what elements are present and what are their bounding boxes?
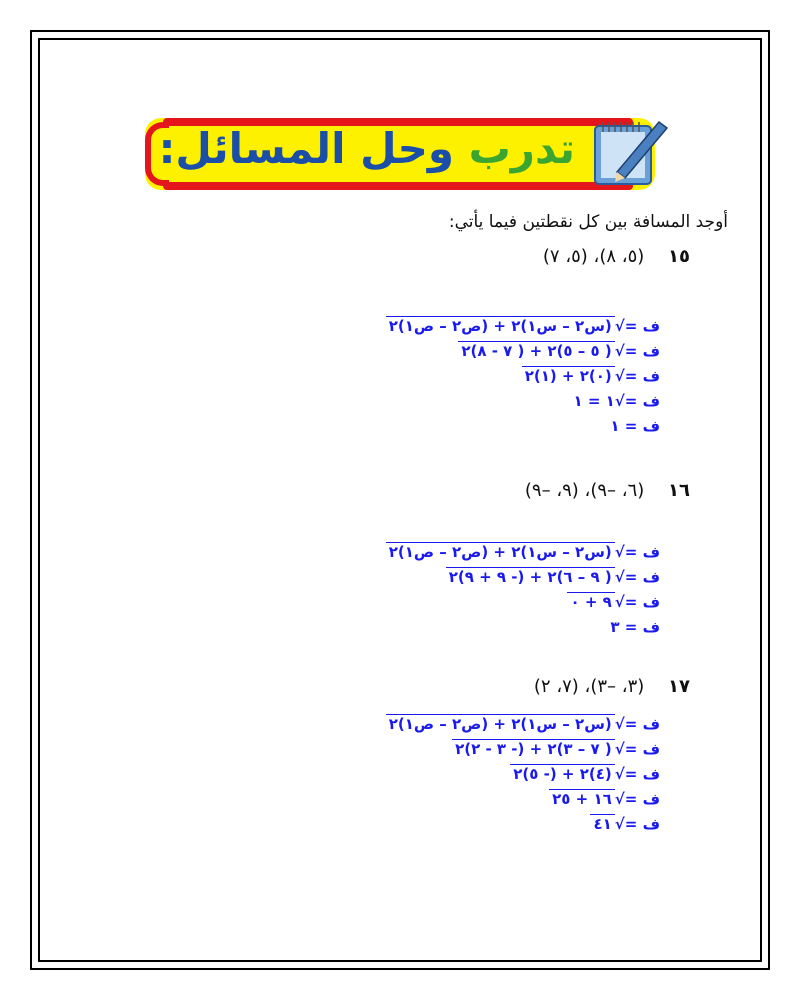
solution-line: ف =√٤١: [382, 812, 660, 837]
solution-line: ف =√٩ + ٠: [382, 590, 660, 615]
solution-line: ف =√(٤)٢ + (- ٥)٢: [382, 762, 660, 787]
banner-title-blue: وحل المسائل:: [158, 124, 454, 173]
problem-number: ١٥: [668, 246, 690, 267]
problem-number: ١٦: [668, 480, 690, 501]
line-expression: ٣: [610, 618, 620, 636]
line-label: ف =: [624, 367, 660, 385]
solution-line: ف =√(٠)٢ + (١)٢: [382, 364, 660, 389]
solution-line: ف =√(س٢ – س١)٢ + (ص٢ – ص١)٢: [382, 712, 660, 737]
problem-points: (٦، –٩)، (٩، –٩): [524, 480, 645, 501]
solution-17: [382, 712, 660, 837]
banner-title-green: تدرب: [468, 124, 575, 173]
line-label: ف =: [624, 568, 660, 586]
banner-title: [159, 124, 575, 173]
notebook-pencil-icon: [587, 112, 673, 192]
line-expression: (س٢ – س١)٢ + (ص٢ – ص١)٢: [386, 542, 615, 561]
line-expression: ( ٩ – ٦)٢ + (- ٩ + ٩)٢: [446, 567, 615, 586]
line-label: ف =: [624, 317, 660, 335]
line-label: ف =: [624, 543, 660, 561]
line-label: ف =: [624, 815, 660, 833]
problem-points: (٥، ٨)، (٥، ٧): [542, 246, 645, 267]
line-label: ف =: [624, 417, 660, 435]
problem-15: [543, 246, 690, 267]
line-expression: (٤)٢ + (- ٥)٢: [510, 764, 615, 783]
section-banner: [145, 118, 655, 190]
line-expression: ٤١: [590, 814, 614, 833]
line-expression: ١٦ + ٢٥: [549, 789, 615, 808]
line-expression: ٩ + ٠: [567, 592, 614, 611]
problem-number: ١٧: [668, 676, 690, 697]
line-expression: ( ٧ – ٣)٢ + (- ٣ - ٢)٢: [452, 739, 615, 758]
line-label: ف =: [624, 593, 660, 611]
line-expression: ١ = ١: [573, 392, 615, 410]
line-label: ف =: [624, 715, 660, 733]
problem-17: [534, 676, 690, 697]
solution-line: ف =√(س٢ – س١)٢ + (ص٢ – ص١)٢: [382, 314, 660, 339]
banner-border-bottom: [163, 182, 633, 190]
line-label: ف =: [624, 342, 660, 360]
line-expression: ( ٥ – ٥)٢ + ( ٧ - ٨)٢: [458, 341, 614, 360]
instruction-text: أوجد المسافة بين كل نقطتين فيما يأتي:: [448, 212, 728, 232]
solution-16: [382, 540, 660, 640]
solution-15: [382, 314, 660, 439]
solution-line: ف =√(س٢ – س١)٢ + (ص٢ – ص١)٢: [382, 540, 660, 565]
line-expression: ١: [610, 417, 620, 435]
line-label: ف =: [624, 618, 660, 636]
solution-line: ف =√( ٧ – ٣)٢ + (- ٣ - ٢)٢: [382, 737, 660, 762]
line-label: ف =: [624, 392, 660, 410]
line-expression: (س٢ – س١)٢ + (ص٢ – ص١)٢: [386, 714, 615, 733]
line-expression: (س٢ – س١)٢ + (ص٢ – ص١)٢: [386, 316, 615, 335]
problem-points: (٣، –٣)، (٧، ٢): [533, 676, 645, 697]
solution-line: ف =√١ = ١: [382, 389, 660, 414]
line-label: ف =: [624, 790, 660, 808]
line-label: ف =: [624, 740, 660, 758]
solution-line: [382, 414, 660, 439]
solution-line: [382, 615, 660, 640]
solution-line: ف =√( ٩ – ٦)٢ + (- ٩ + ٩)٢: [382, 565, 660, 590]
solution-line: ف =√١٦ + ٢٥: [382, 787, 660, 812]
line-label: ف =: [624, 765, 660, 783]
problem-16: [525, 480, 690, 501]
solution-line: ف =√( ٥ – ٥)٢ + ( ٧ - ٨)٢: [382, 339, 660, 364]
line-expression: (٠)٢ + (١)٢: [522, 366, 615, 385]
